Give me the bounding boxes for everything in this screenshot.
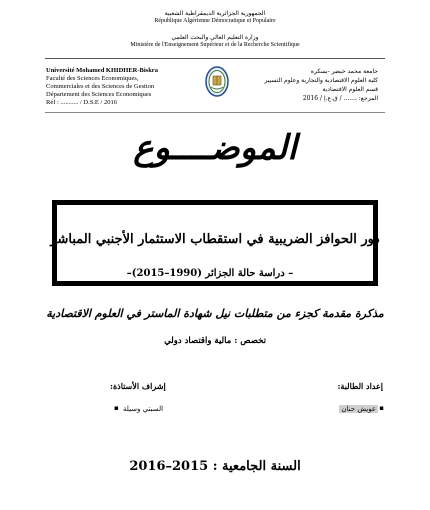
thesis-title: دور الحوافز الضريبية في استقطاب الاستثمار الأجنبي المباشر [50,232,380,247]
faculty-line2-fr: Commerciales et des Sciences de Gestion [46,83,155,90]
university-name-fr: Université Mohamed KHIDHER-Biskra [46,67,158,74]
supervisor-bullet-icon: ▪ [114,404,119,412]
ministry-arabic: وزارة التعليم العالي والبحث العلمي [171,34,259,41]
academic-year: السنة الجامعية : 2015–2016 [129,459,301,474]
subject-heading: الموضــــوع [133,128,297,168]
supervisor-name: السبتي وسيلة [123,405,164,413]
institution-block-arabic [248,67,378,103]
reference-fr: Réf : ........... / D.S.E / 2016 [46,99,117,106]
faculty-ar: كلية العلوم الاقتصادية والتجارية وعلوم التسيير [264,77,378,84]
department-ar: قسم العلوم الاقتصادية [322,86,378,93]
institution-block-french [46,67,216,107]
ministry-french: Ministère de l'Enseignement Supérieur et de la Recherche Scientifique [130,42,300,48]
supervisor-label: إشراف الأستاذة: [110,381,166,391]
republic-french: République Algérienne Démocratique et Populaire [154,18,276,24]
reference-ar: المرجع: ....... / ق.ع.إ / 2016 [302,95,378,102]
memo-statement: مذكرة مقدمة كجزء من متطلبات نيل شهادة الماستر في العلوم الاقتصادية [46,307,384,320]
department-fr: Département des Sciences Economiques [46,91,152,98]
institution-divider [45,112,385,113]
university-name-ar: جامعة محمد خيضر -بسكرة [310,68,378,75]
specialty-line: تخصص : مالية واقتصاد دولي [164,336,266,346]
header-divider [45,58,385,59]
republic-arabic: الجمهورية الجزائرية الديمقراطية الشعبية [164,10,266,17]
faculty-line1-fr: Faculté des Sciences Economiques, [46,75,139,82]
university-logo [205,66,229,97]
student-bullet-icon: ▪ [379,404,384,412]
thesis-subtitle: – دراسة حالة الجزائر (1990–2015)– [126,268,294,279]
student-name: عويش حنان [341,405,376,413]
student-label: إعداد الطالبة: [337,381,383,391]
